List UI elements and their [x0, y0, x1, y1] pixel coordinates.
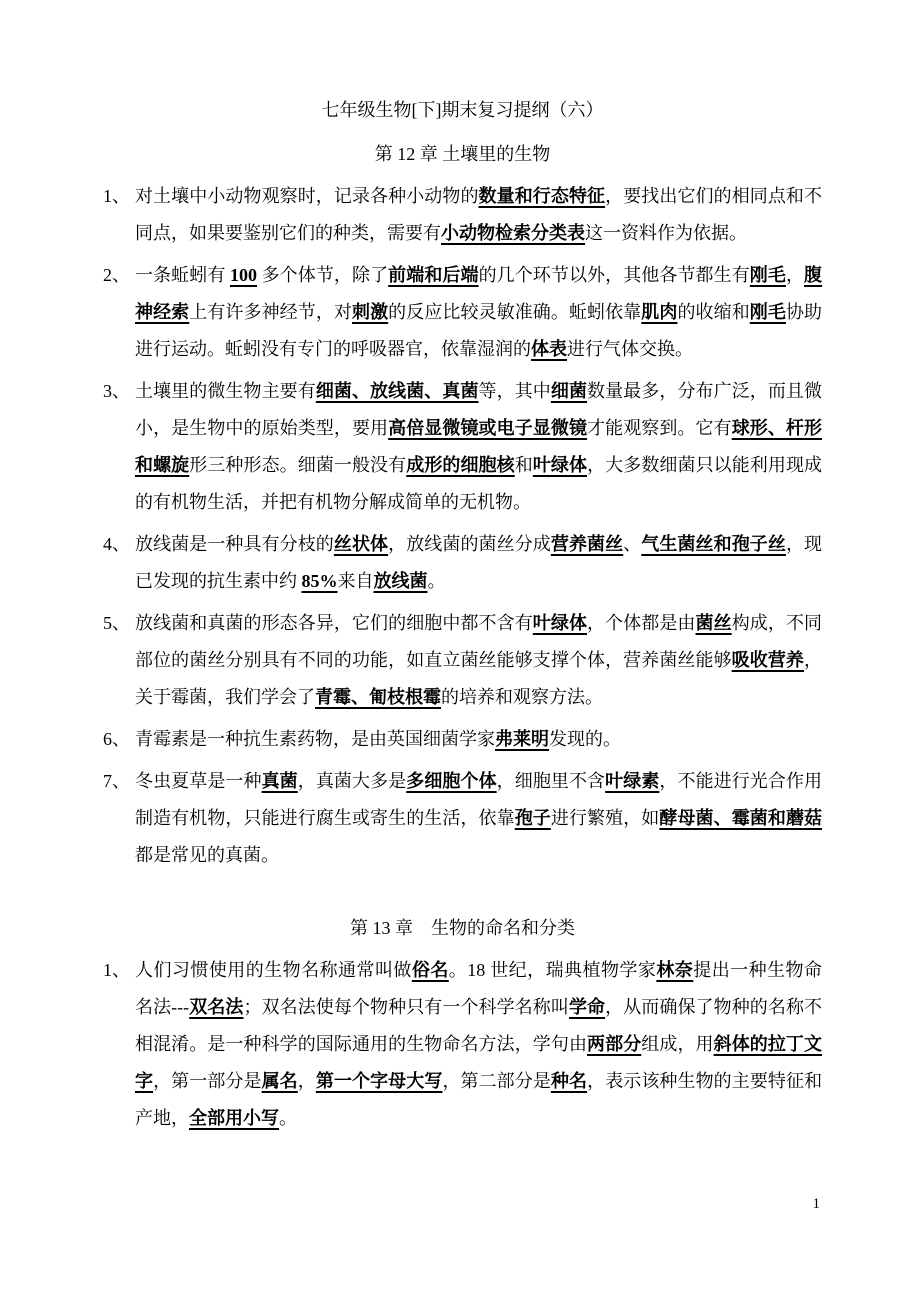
- item-number: 5、: [103, 613, 130, 633]
- item-number: 4、: [103, 534, 130, 554]
- key-term: 吸收营养: [731, 650, 804, 670]
- text-run: 才能观察到。它有: [587, 418, 732, 438]
- key-term: 100: [230, 265, 257, 285]
- key-term: 菌丝: [695, 613, 732, 633]
- text-run: 组成，用: [641, 1034, 714, 1054]
- key-term: 青霉、匍枝根霉: [315, 687, 441, 707]
- chapter-section: [103, 140, 822, 874]
- key-term: 放线菌: [373, 571, 428, 591]
- text-run: ，真菌大多是: [297, 771, 407, 791]
- item-text: [135, 952, 822, 1137]
- text-run: ，: [785, 265, 805, 285]
- text-run: 这一资料作为依据。: [585, 223, 747, 243]
- text-run: 等，其中: [478, 381, 551, 401]
- text-run: ，放线菌的菌丝分成: [388, 534, 551, 554]
- text-run: 协助进行运动。蚯蚓没有专门的呼吸器官，依靠湿润的: [135, 302, 823, 359]
- list-item: [103, 257, 822, 368]
- key-term: 酵母菌、霉菌和蘑菇: [659, 808, 823, 828]
- text-run: 都是常见的真菌。: [135, 845, 279, 865]
- text-run: 。18 世纪，瑞典植物学家: [448, 960, 657, 980]
- text-run: 来自: [337, 571, 374, 591]
- text-run: 发现的。: [549, 729, 621, 749]
- text-run: ；双名法使每个物种只有一个科学名称叫: [243, 997, 569, 1017]
- text-run: ，大多数细菌只以能利用现成的有机物生活，并把有机物分解成简单的无机物。: [135, 455, 823, 512]
- text-run: ，现已发现的抗生素中约: [135, 534, 823, 591]
- text-run: 放线菌和真菌的形态各异，它们的细胞中都不含有: [135, 613, 533, 633]
- key-term: 林奈: [656, 960, 694, 980]
- key-term: 刺激: [351, 302, 389, 322]
- text-run: 进行气体交换。: [567, 339, 693, 359]
- text-run: 和: [514, 455, 533, 475]
- text-run: 的反应比较灵敏准确。蚯蚓依靠: [388, 302, 642, 322]
- key-term: 叶绿体: [532, 455, 588, 475]
- key-term: 小动物检索分类表: [441, 223, 585, 243]
- list-item: [103, 373, 822, 521]
- key-term: 腹神经索: [135, 265, 823, 322]
- list-item: [103, 526, 822, 600]
- text-run: 形三种形态。细菌一般没有: [189, 455, 407, 475]
- text-run: ，细胞里不含: [496, 771, 606, 791]
- key-term: 叶绿素: [605, 771, 660, 791]
- key-term: 双名法: [189, 997, 244, 1017]
- text-run: 对土壤中小动物观察时，记录各种小动物的: [135, 186, 479, 206]
- key-term: 真菌: [261, 771, 298, 791]
- item-number: 3、: [103, 381, 130, 401]
- item-text: [135, 721, 822, 758]
- key-term: 数量和行态特征: [478, 186, 606, 206]
- text-run: 、: [623, 534, 642, 554]
- text-run: 的培养和观察方法。: [441, 687, 603, 707]
- key-term: 斜体的拉丁文字: [135, 1034, 823, 1091]
- key-term: 种名: [550, 1071, 588, 1091]
- text-run: 。: [427, 571, 446, 591]
- key-term: 体表: [531, 339, 567, 359]
- text-run: 数量最多，分布广泛，而且微小，是生物中的原始类型，要用: [135, 381, 823, 438]
- text-run: 青霉素是一种抗生素药物，是由英国细菌学家: [135, 729, 495, 749]
- chapter-heading: 第 12 章 土壤里的生物: [374, 144, 551, 164]
- document-sections: [103, 140, 822, 1137]
- key-term: 两部分: [587, 1034, 642, 1054]
- key-term: 俗名: [411, 960, 449, 980]
- text-run: 。: [279, 1108, 297, 1128]
- text-run: ，要找出它们的相同点和不同点，如果要鉴别它们的种类，需要有: [135, 186, 823, 243]
- key-term: 高倍显微镜或电子显微镜: [388, 418, 588, 438]
- list-item: [103, 952, 822, 1137]
- item-text: [135, 526, 822, 600]
- item-text: [135, 763, 822, 874]
- key-term: 前端和后端: [388, 265, 479, 285]
- item-number: 6、: [103, 729, 130, 749]
- key-term: 孢子: [514, 808, 551, 828]
- key-term: 85%: [301, 571, 338, 591]
- key-term: 第一个字母大写: [315, 1071, 443, 1091]
- list-item: [103, 763, 822, 874]
- text-run: ，: [297, 1071, 316, 1091]
- text-run: 进行繁殖，如: [550, 808, 660, 828]
- chapter-heading: 第 13 章 生物的命名和分类: [350, 918, 575, 938]
- key-term: 营养菌丝: [550, 534, 624, 554]
- item-text: [135, 257, 822, 368]
- text-run: 的收缩和: [677, 302, 750, 322]
- key-term: 弗莱明: [495, 729, 549, 749]
- text-run: ，关于霉菌，我们学会了: [135, 650, 822, 707]
- item-number: 1、: [103, 960, 130, 980]
- text-run: 的几个环节以外，其他各节都生有: [478, 265, 750, 285]
- text-run: ，第二部分是: [442, 1071, 551, 1091]
- key-term: 多细胞个体: [406, 771, 497, 791]
- key-term: 细菌: [550, 381, 588, 401]
- key-term: 学命: [568, 997, 606, 1017]
- key-term: 球形、杆形和螺旋: [135, 418, 823, 475]
- list-item: [103, 178, 822, 252]
- text-run: 人们习惯使用的生物名称通常叫做: [135, 960, 412, 980]
- text-run: 构成，不同部位的菌丝分别具有不同的功能，如直立菌丝能够支撑个体，营养菌丝能够: [135, 613, 823, 670]
- item-text: [135, 373, 822, 521]
- key-term: 属名: [261, 1071, 298, 1091]
- text-run: 放线菌是一种具有分枝的: [135, 534, 334, 554]
- key-term: 丝状体: [333, 534, 389, 554]
- text-run: 上有许多神经节，对: [189, 302, 352, 322]
- item-text: [135, 605, 822, 716]
- text-run: ，第一部分是: [153, 1071, 262, 1091]
- key-term: 刚毛: [749, 265, 786, 285]
- item-number: 1、: [103, 186, 130, 206]
- text-run: ，从而确保了物种的名称不相混淆。是一种科学的国际通用的生物命名方法，学句由: [135, 997, 823, 1054]
- page-number: 1: [812, 1196, 820, 1212]
- text-run: ，个体都是由: [587, 613, 696, 633]
- text-run: 一条蚯蚓有: [135, 265, 230, 285]
- item-number: 7、: [103, 771, 130, 791]
- key-term: 全部用小写: [189, 1108, 279, 1128]
- chapter-section: [103, 914, 822, 1137]
- list-item: [103, 605, 822, 716]
- document-title: 七年级生物[下]期末复习提纲（六）: [321, 100, 604, 120]
- key-term: 叶绿体: [532, 613, 588, 633]
- item-text: [135, 178, 822, 252]
- key-term: 成形的细胞核: [406, 455, 515, 475]
- text-run: 土壤里的微生物主要有: [135, 381, 316, 401]
- key-term: 刚毛: [749, 302, 786, 322]
- key-term: 肌肉: [641, 302, 678, 322]
- text-run: ，表示该种生物的主要特征和产地，: [135, 1071, 823, 1128]
- text-run: ，不能进行光合作用制造有机物，只能进行腐生或寄生的生活，依靠: [135, 771, 823, 828]
- key-term: 气生菌丝和孢子丝: [641, 534, 786, 554]
- key-term: 细菌、放线菌、真菌: [315, 381, 479, 401]
- text-run: 冬虫夏草是一种: [135, 771, 262, 791]
- text-run: 提出一种生物命名法---: [135, 960, 823, 1017]
- item-number: 2、: [103, 265, 130, 285]
- list-item: [103, 721, 822, 758]
- text-run: 多个体节，除了: [257, 265, 389, 285]
